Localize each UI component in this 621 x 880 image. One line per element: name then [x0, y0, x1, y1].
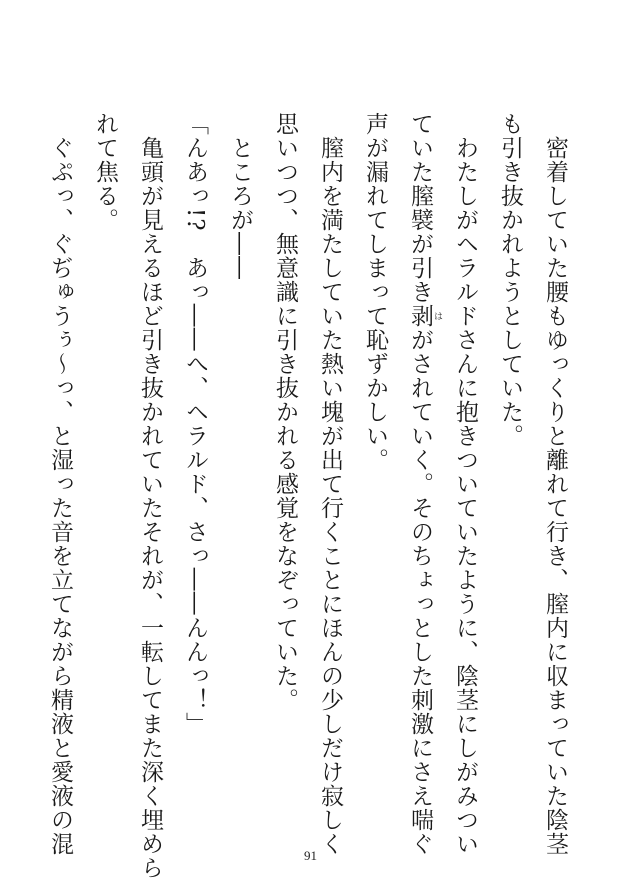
ruby-reading: は	[432, 304, 442, 328]
text-line-4-part-a: ていた膣襞が引き	[407, 112, 433, 304]
text-line-3: わたしがヘラルドさんに抱きついていたように、陰茎にしがみつい	[452, 112, 478, 856]
text-line-11: れて焦る。	[92, 112, 118, 232]
text-line-7: 思いつつ、無意識に引き抜かれる感覚をなぞっていた。	[272, 112, 298, 712]
text-line-12: ぐぷっ、ぐぢゅうぅ～っ、と湿った音を立てながら精液と愛液の混	[47, 112, 73, 856]
text-line-4-part-b: がされていく。そのちょっとした刺激にさえ喘ぐ	[407, 328, 433, 856]
ruby-annotation	[407, 304, 442, 328]
text-line-9: 「んあっ!? あっ――へ、ヘラルド、さっ――んんっ！」	[182, 112, 208, 736]
text-line-6: 膣内を満たしていた熱い塊が出て行くことにほんの少しだけ寂しく	[317, 112, 343, 856]
text-line-8: ところが――	[227, 112, 253, 280]
text-line-4-with-ruby	[397, 112, 442, 856]
page-number: 91	[304, 848, 317, 863]
text-line-10: 亀頭が見えるほど引き抜かれていたそれが、一転してまた深く埋めら	[137, 112, 163, 880]
ruby-base: 剥	[407, 304, 433, 328]
text-line-5: 声が漏れてしまって恥ずかしい。	[362, 112, 388, 472]
text-line-1: 密着していた腰もゆっくりと離れて行き、膣内に収まっていた陰茎	[542, 112, 568, 856]
text-line-2: も引き抜かれようとしていた。	[497, 112, 523, 448]
